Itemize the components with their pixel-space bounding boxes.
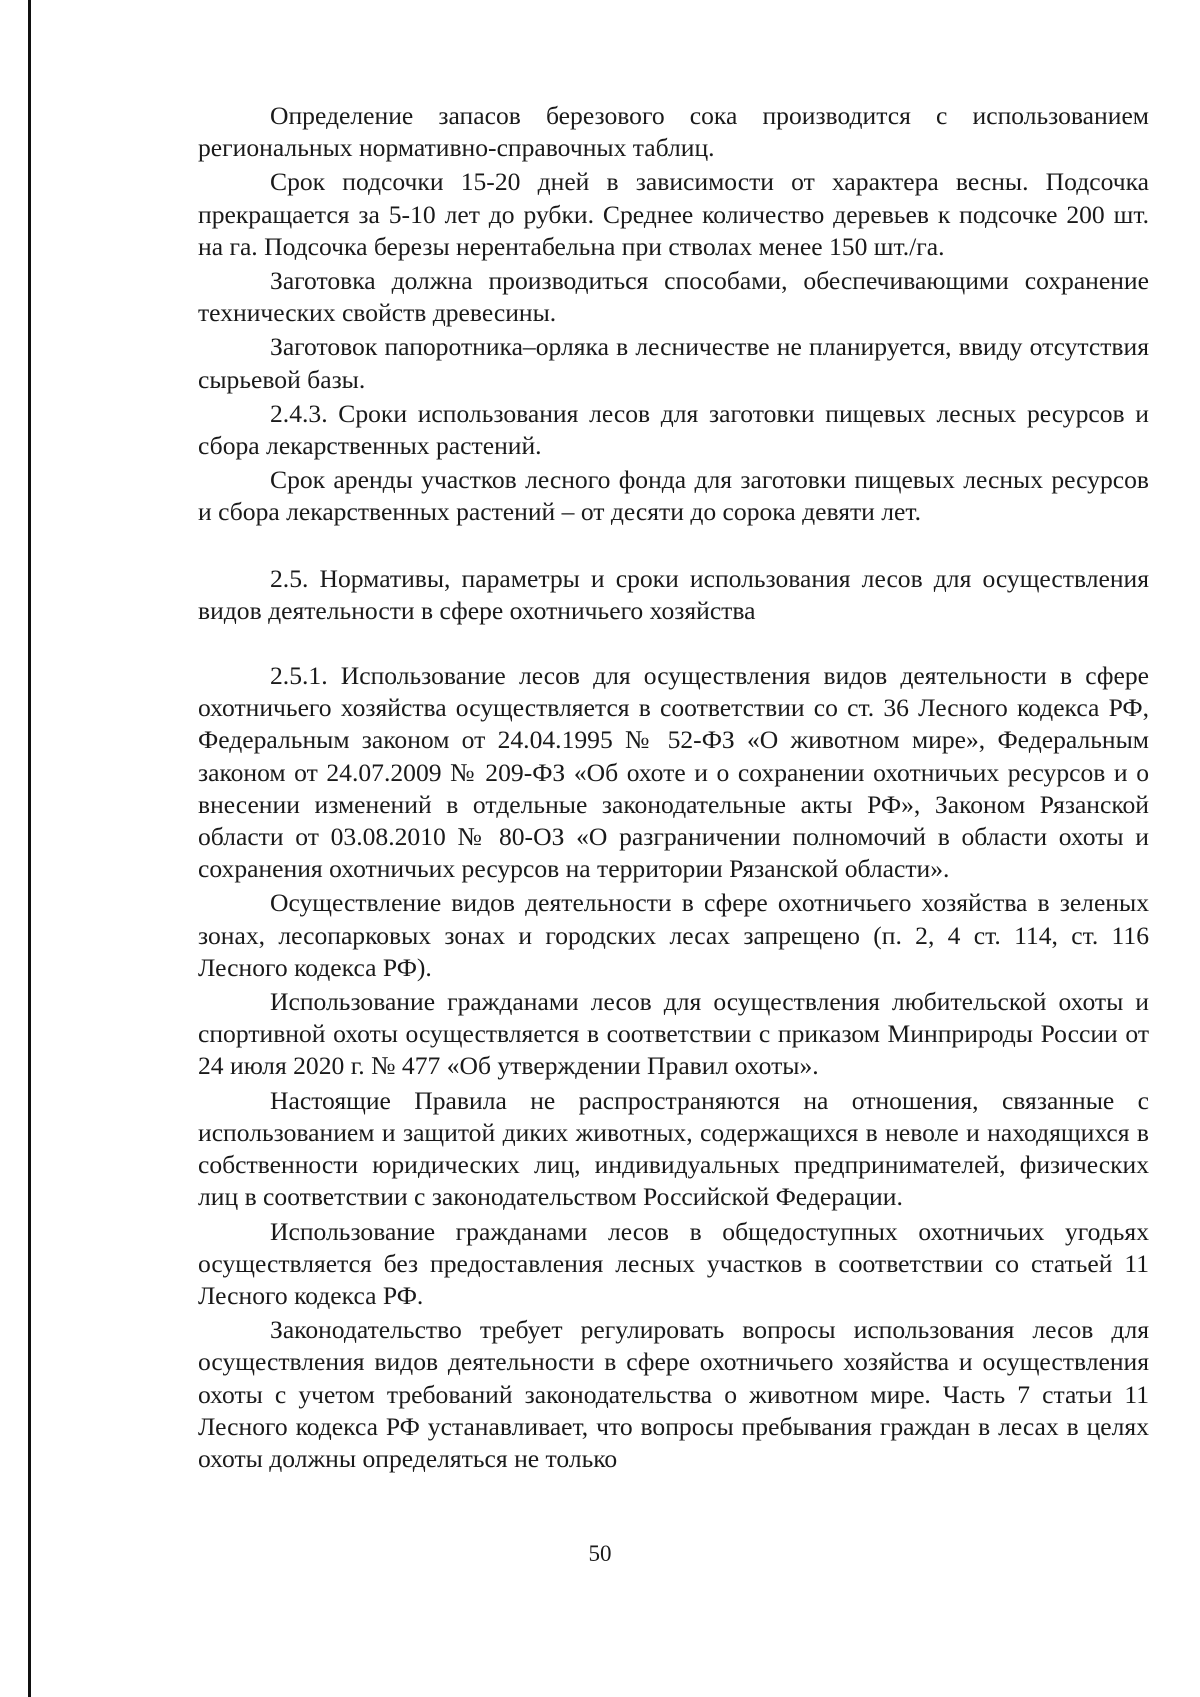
paragraph-legislation: Законодательство требует регулировать вопросы использования лесов для осуществления видов деятельности в сфере охотничьего хозяйства и осуществления охоты с учетом требований законодательства о животном мире. Часть 7 статьи 11 Лесного кодекса РФ устанавливает, что вопросы пребывания граждан в лесах в целях охоты должны определяться не только <box>198 1315 1149 1473</box>
page-number: 50 <box>588 1541 612 1566</box>
paragraph-lease-term: Срок аренды участков лесного фонда для заготовки пищевых лесных ресурсов и сбора лекарственных растений – от десяти до сорока девяти лет. <box>198 465 1149 527</box>
paragraph-birch-sap-reserves: Определение запасов березового сока производится с использованием региональных нормативно-справочных таблиц. <box>198 101 1149 163</box>
paragraph-public-hunting-grounds: Использование гражданами лесов в общедоступных охотничьих угодьях осуществляется без предоставления лесных участков в соответствии со статьей 11 Лесного кодекса РФ. <box>198 1216 1149 1310</box>
section-heading-2-5: 2.5. Нормативы, параметры и сроки использования лесов для осуществления видов деятельности в сфере охотничьего хозяйства <box>198 563 1149 625</box>
paragraph-amateur-hunting: Использование гражданами лесов для осуществления любительской охоты и спортивной охоты осуществляется в соответствии с приказом Минприроды России от 24 июля 2020 г. № 477 «Об утверждении Правил охоты». <box>198 987 1149 1081</box>
paragraph-tapping-period: Срок подсочки 15-20 дней в зависимости от характера весны. Подсочка прекращается за 5-10 лет до рубки. Среднее количество деревьев к подсочке 200 шт. на га. Подсочка березы нерентабельна при стволах менее 150 шт./га. <box>198 167 1149 261</box>
document-page <box>198 100 1149 1475</box>
paragraph-2-5-1: 2.5.1. Использование лесов для осуществления видов деятельности в сфере охотничьего хозяйства осуществляется в соответствии со ст. 36 Лесного кодекса РФ, Федеральным законом от 24.04.1995 № 52-ФЗ «О животном мире», Федеральным законом от 24.07.2009 № 209-ФЗ «Об охоте и о сохранении охотничьих ресурсов и о внесении изменений в отдельные законодательные акты РФ», Законом Рязанской области от 03.08.2010 № 80-ОЗ «О разграничении полномочий в области охоты и сохранения охотничьих ресурсов на территории Рязанской области». <box>198 661 1149 884</box>
paragraph-rules-scope: Настоящие Правила не распространяются на отношения, связанные с использованием и защитой диких животных, содержащихся в неволе и находящихся в собственности юридических лиц, индивидуальных предпринимателей, физических лиц в соответствии с законодательством Российской Федерации. <box>198 1085 1149 1212</box>
subsection-heading-2-4-3: 2.4.3. Сроки использования лесов для заготовки пищевых лесных ресурсов и сбора лекарственных растений. <box>198 398 1149 461</box>
paragraph-harvest-methods: Заготовка должна производиться способами, обеспечивающими сохранение технических свойств древесины. <box>198 266 1149 328</box>
paragraph-bracken-fern: Заготовок папоротника–орляка в лесничестве не планируется, ввиду отсутствия сырьевой базы. <box>198 332 1149 394</box>
scan-binding-edge <box>28 0 31 1697</box>
paragraph-prohibited-zones: Осуществление видов деятельности в сфере охотничьего хозяйства в зеленых зонах, лесопарковых зонах и городских лесах запрещено (п. 2, 4 ст. 114, ст. 116 Лесного кодекса РФ). <box>198 888 1149 982</box>
